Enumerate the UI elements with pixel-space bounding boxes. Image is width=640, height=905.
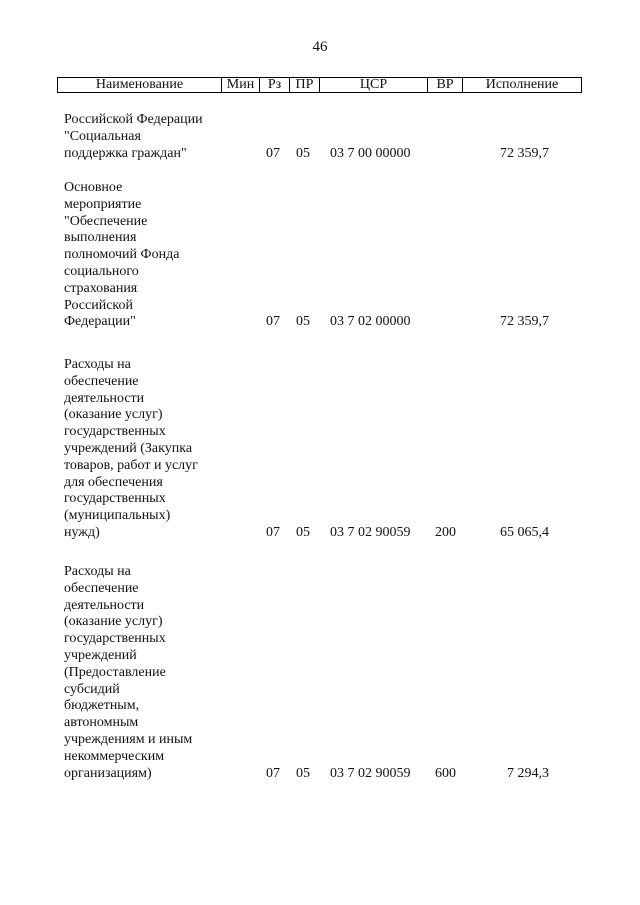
row-rz: 07 xyxy=(266,525,280,540)
row-name: Российской Федерации "Социальная поддержка граждан" xyxy=(64,112,203,161)
row-vr: 200 xyxy=(435,525,456,540)
row-pr: 05 xyxy=(296,765,310,781)
row-csr: 03 7 02 90059 xyxy=(330,525,411,540)
row-isp: 72 359,7 xyxy=(500,314,549,330)
row-csr: 03 7 02 90059 xyxy=(330,765,411,781)
row-name: Основное мероприятие "Обеспечение выполнения полномочий Фонда социального страхования Российской Федерации" xyxy=(64,180,180,330)
row-rz: 07 xyxy=(266,314,280,330)
col-min-header: Мин xyxy=(222,78,260,92)
row-name: Расходы на обеспечение деятельности (оказание услуг) государственных учреждений (Предоставление субсидий бюджетным, автономным учреждениям и иным некоммерческим организациям) xyxy=(64,564,193,781)
row-name: Расходы на обеспечение деятельности (оказание услуг) государственных учреждений (Закупка товаров, работ и услуг для обеспечения государственных (муниципальных) нужд) xyxy=(64,357,198,540)
col-vr-header: ВР xyxy=(428,78,463,92)
row-vr: 600 xyxy=(435,765,456,781)
col-rz-header: Рз xyxy=(260,78,290,92)
row-rz: 07 xyxy=(266,765,280,781)
row-csr: 03 7 00 00000 xyxy=(330,145,411,161)
row-isp: 72 359,7 xyxy=(500,145,549,161)
col-pr-header: ПР xyxy=(290,78,320,92)
table-header xyxy=(57,77,582,93)
page-number: 46 xyxy=(312,39,328,55)
col-isp-header: Исполнение xyxy=(485,77,559,92)
col-csr-header: ЦСР xyxy=(320,78,428,92)
row-isp: 65 065,4 xyxy=(500,525,549,540)
row-pr: 05 xyxy=(296,525,310,540)
row-rz: 07 xyxy=(266,145,280,161)
row-isp: 7 294,3 xyxy=(507,765,549,781)
col-name-header: Наименование xyxy=(58,78,222,92)
row-pr: 05 xyxy=(296,314,310,330)
row-pr: 05 xyxy=(296,145,310,161)
row-csr: 03 7 02 00000 xyxy=(330,314,411,330)
